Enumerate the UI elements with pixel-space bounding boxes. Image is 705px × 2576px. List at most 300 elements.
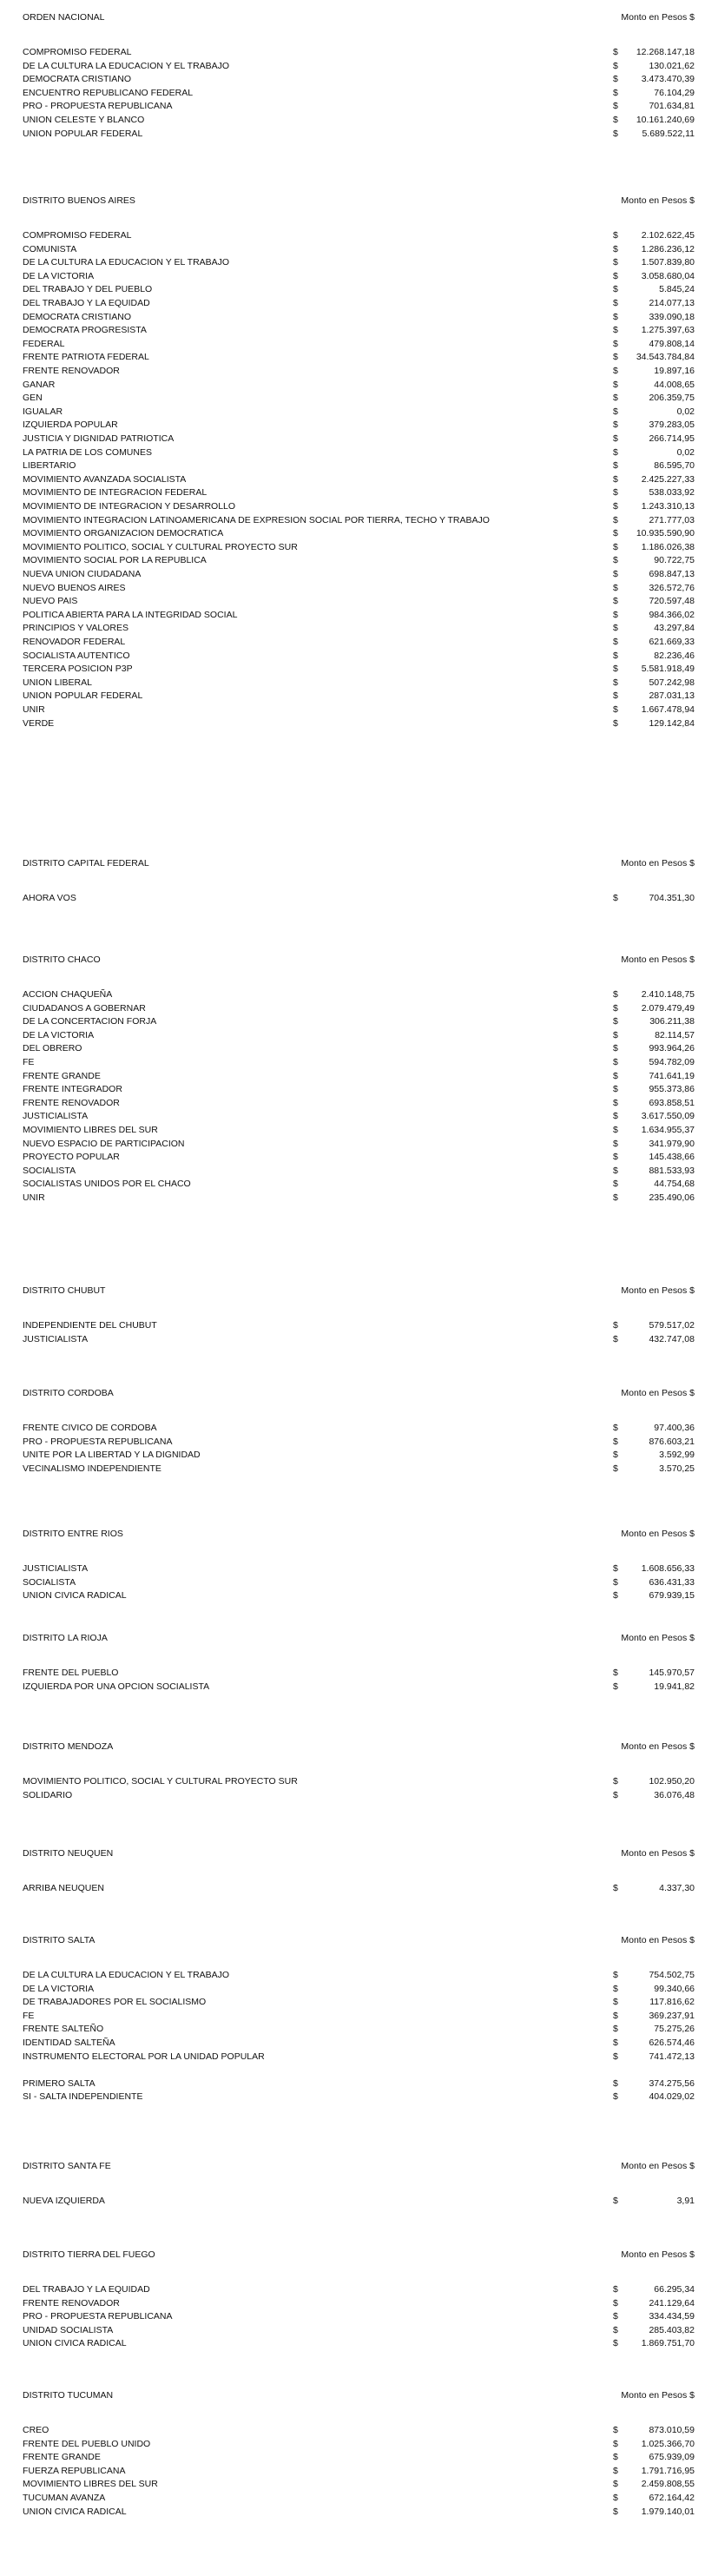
amount-value: 86.595,70 xyxy=(654,460,695,471)
party-name: DE LA CULTURA LA EDUCACION Y EL TRABAJO xyxy=(23,1970,230,1980)
party-name: SI - SALTA INDEPENDIENTE xyxy=(23,2091,143,2102)
table-row xyxy=(0,257,705,268)
party-name: UNION LIBERAL xyxy=(23,677,92,688)
amount-value: 507.242,98 xyxy=(649,677,695,688)
section-header xyxy=(0,1529,705,1541)
table-row xyxy=(0,677,705,689)
party-name: GEN xyxy=(23,393,43,403)
amount-value: 579.517,02 xyxy=(649,1320,695,1331)
currency-symbol: $ xyxy=(613,664,618,674)
currency-symbol: $ xyxy=(613,380,618,390)
amount-value: 672.164,42 xyxy=(649,2493,695,2503)
amount-value: 241.129,64 xyxy=(649,2298,695,2308)
section-header xyxy=(0,1741,705,1754)
party-name: UNION POPULAR FEDERAL xyxy=(23,129,143,139)
table-row xyxy=(0,1423,705,1434)
party-name: DE LA VICTORIA xyxy=(23,1984,95,1994)
table-row xyxy=(0,1563,705,1575)
currency-symbol: $ xyxy=(613,2325,618,2335)
table-row xyxy=(0,2325,705,2336)
currency-symbol: $ xyxy=(613,393,618,403)
table-row xyxy=(0,664,705,675)
table-row xyxy=(0,101,705,112)
table-row xyxy=(0,1016,705,1027)
currency-symbol: $ xyxy=(613,583,618,593)
party-name: FE xyxy=(23,2011,35,2021)
party-name: FRENTE RENOVADOR xyxy=(23,366,120,376)
currency-symbol: $ xyxy=(613,61,618,71)
table-row xyxy=(0,1883,705,1894)
amount-value: 432.747,08 xyxy=(649,1334,695,1344)
currency-symbol: $ xyxy=(613,1563,618,1574)
table-row xyxy=(0,244,705,255)
party-name: FUERZA REPUBLICANA xyxy=(23,2466,126,2476)
party-name: IZQUIERDA POPULAR xyxy=(23,419,118,430)
currency-symbol: $ xyxy=(613,244,618,254)
table-row xyxy=(0,2038,705,2049)
party-name: MOVIMIENTO LIBRES DEL SUR xyxy=(23,2479,158,2489)
party-name: DEMOCRATA CRISTIANO xyxy=(23,74,132,84)
party-name: COMPROMISO FEDERAL xyxy=(23,47,132,57)
currency-symbol: $ xyxy=(613,257,618,268)
amount-value: 3.617.550,09 xyxy=(641,1111,695,1121)
currency-symbol: $ xyxy=(613,2196,618,2206)
currency-symbol: $ xyxy=(613,528,618,538)
amount-value: 90.722,75 xyxy=(654,555,695,565)
amount-value: 1.608.656,33 xyxy=(641,1563,695,1574)
party-name: SOLIDARIO xyxy=(23,1790,73,1800)
party-name: MOVIMIENTO LIBRES DEL SUR xyxy=(23,1125,158,1135)
party-name: FRENTE DEL PUEBLO xyxy=(23,1668,119,1678)
amount-value: 0,02 xyxy=(676,406,695,417)
amount-value: 44.754,68 xyxy=(654,1179,695,1189)
currency-symbol: $ xyxy=(613,651,618,661)
amount-value: 10.935.590,90 xyxy=(636,528,695,538)
table-row xyxy=(0,1125,705,1136)
currency-symbol: $ xyxy=(613,2439,618,2449)
currency-symbol: $ xyxy=(613,2024,618,2034)
currency-symbol: $ xyxy=(613,1003,618,1014)
currency-symbol: $ xyxy=(613,1883,618,1893)
currency-symbol: $ xyxy=(613,1071,618,1081)
amount-value: 34.543.784,84 xyxy=(636,352,695,362)
section-header xyxy=(0,12,705,24)
table-row xyxy=(0,1084,705,1095)
amount-column-header: Monto en Pesos $ xyxy=(621,2161,695,2171)
amount-value: 693.858,51 xyxy=(649,1098,695,1108)
amount-column-header: Monto en Pesos $ xyxy=(621,195,695,206)
currency-symbol: $ xyxy=(613,2311,618,2322)
party-name: COMUNISTA xyxy=(23,244,77,254)
party-name: LA PATRIA DE LOS COMUNES xyxy=(23,447,152,458)
amount-value: 130.021,62 xyxy=(649,61,695,71)
section-header xyxy=(0,2390,705,2402)
currency-symbol: $ xyxy=(613,1668,618,1678)
amount-value: 1.025.366,70 xyxy=(641,2439,695,2449)
party-name: INDEPENDIENTE DEL CHUBUT xyxy=(23,1320,157,1331)
currency-symbol: $ xyxy=(613,1057,618,1067)
amount-value: 2.459.808,55 xyxy=(641,2479,695,2489)
amount-value: 339.090,18 xyxy=(649,312,695,322)
currency-symbol: $ xyxy=(613,1084,618,1094)
party-name: SOCIALISTAS UNIDOS POR EL CHACO xyxy=(23,1179,191,1189)
amount-value: 720.597,48 xyxy=(649,596,695,606)
table-row xyxy=(0,718,705,730)
table-row xyxy=(0,2466,705,2477)
table-row xyxy=(0,1179,705,1190)
party-name: FRENTE PATRIOTA FEDERAL xyxy=(23,352,149,362)
party-name: UNITE POR LA LIBERTAD Y LA DIGNIDAD xyxy=(23,1450,201,1460)
amount-value: 0,02 xyxy=(676,447,695,458)
party-name: FRENTE RENOVADOR xyxy=(23,2298,120,2308)
party-name: FRENTE CIVICO DE CORDOBA xyxy=(23,1423,157,1433)
amount-value: 4.337,30 xyxy=(659,1883,695,1893)
currency-symbol: $ xyxy=(613,1166,618,1176)
table-row xyxy=(0,1139,705,1150)
currency-symbol: $ xyxy=(613,1970,618,1980)
party-name: DEL TRABAJO Y DEL PUEBLO xyxy=(23,284,153,294)
party-name: DEMOCRATA CRISTIANO xyxy=(23,312,132,322)
table-row xyxy=(0,2298,705,2309)
currency-symbol: $ xyxy=(613,325,618,335)
table-row xyxy=(0,2284,705,2295)
amount-value: 379.283,05 xyxy=(649,419,695,430)
amount-value: 538.033,92 xyxy=(649,487,695,498)
table-row xyxy=(0,1152,705,1163)
party-name: FRENTE GRANDE xyxy=(23,1071,101,1081)
currency-symbol: $ xyxy=(613,271,618,281)
party-name: GANAR xyxy=(23,380,56,390)
currency-symbol: $ xyxy=(613,1139,618,1149)
currency-symbol: $ xyxy=(613,555,618,565)
amount-value: 36.076,48 xyxy=(654,1790,695,1800)
table-row xyxy=(0,583,705,594)
table-row xyxy=(0,61,705,72)
currency-symbol: $ xyxy=(613,115,618,125)
party-name: MOVIMIENTO DE INTEGRACION FEDERAL xyxy=(23,487,208,498)
currency-symbol: $ xyxy=(613,1192,618,1203)
amount-value: 2.079.479,49 xyxy=(641,1003,695,1014)
party-name: DEMOCRATA PROGRESISTA xyxy=(23,325,147,335)
party-name: MOVIMIENTO DE INTEGRACION Y DESARROLLO xyxy=(23,501,236,512)
table-row xyxy=(0,1997,705,2008)
party-name: JUSTICIALISTA xyxy=(23,1563,89,1574)
currency-symbol: $ xyxy=(613,542,618,552)
currency-symbol: $ xyxy=(613,2507,618,2517)
table-row xyxy=(0,1790,705,1801)
currency-symbol: $ xyxy=(613,230,618,241)
section-title: ORDEN NACIONAL xyxy=(23,12,105,23)
currency-symbol: $ xyxy=(613,1984,618,1994)
currency-symbol: $ xyxy=(613,366,618,376)
table-row xyxy=(0,230,705,241)
table-row xyxy=(0,2051,705,2063)
currency-symbol: $ xyxy=(613,2298,618,2308)
amount-value: 2.410.148,75 xyxy=(641,989,695,1000)
party-name: IDENTIDAD SALTEÑA xyxy=(23,2038,115,2048)
table-row xyxy=(0,501,705,512)
amount-value: 679.939,15 xyxy=(649,1590,695,1601)
table-row xyxy=(0,528,705,539)
amount-column-header: Monto en Pesos $ xyxy=(621,1529,695,1539)
amount-column-header: Monto en Pesos $ xyxy=(621,954,695,965)
amount-value: 271.777,03 xyxy=(649,515,695,525)
party-name: CIUDADANOS A GOBERNAR xyxy=(23,1003,146,1014)
party-name: UNIR xyxy=(23,1192,45,1203)
amount-value: 75.275,26 xyxy=(654,2024,695,2034)
currency-symbol: $ xyxy=(613,515,618,525)
table-row xyxy=(0,1450,705,1461)
amount-value: 44.008,65 xyxy=(654,380,695,390)
amount-value: 2.102.622,45 xyxy=(641,230,695,241)
party-name: VECINALISMO INDEPENDIENTE xyxy=(23,1463,161,1474)
amount-column-header: Monto en Pesos $ xyxy=(621,1388,695,1398)
table-row xyxy=(0,2338,705,2349)
table-row xyxy=(0,1098,705,1109)
table-row xyxy=(0,2425,705,2436)
currency-symbol: $ xyxy=(613,718,618,729)
amount-value: 326.572,76 xyxy=(649,583,695,593)
amount-value: 369.237,91 xyxy=(649,2011,695,2021)
table-row xyxy=(0,637,705,648)
party-name: FEDERAL xyxy=(23,339,65,349)
table-row xyxy=(0,298,705,309)
section-title: DISTRITO LA RIOJA xyxy=(23,1633,108,1643)
section-header xyxy=(0,1285,705,1298)
amount-value: 3.058.680,04 xyxy=(641,271,695,281)
amount-value: 266.714,95 xyxy=(649,433,695,444)
currency-symbol: $ xyxy=(613,1043,618,1054)
amount-value: 876.603,21 xyxy=(649,1437,695,1447)
table-row xyxy=(0,704,705,716)
amount-value: 3,91 xyxy=(676,2196,695,2206)
currency-symbol: $ xyxy=(613,989,618,1000)
party-name: SOCIALISTA AUTENTICO xyxy=(23,651,130,661)
party-name: SOCIALISTA xyxy=(23,1577,76,1588)
table-row xyxy=(0,339,705,350)
currency-symbol: $ xyxy=(613,47,618,57)
amount-value: 1.507.839,80 xyxy=(641,257,695,268)
amount-value: 43.297,84 xyxy=(654,623,695,633)
currency-symbol: $ xyxy=(613,1997,618,2007)
table-row xyxy=(0,1668,705,1679)
party-name: VERDE xyxy=(23,718,55,729)
table-row xyxy=(0,419,705,431)
amount-column-header: Monto en Pesos $ xyxy=(621,858,695,869)
party-name: TUCUMAN AVANZA xyxy=(23,2493,106,2503)
party-name: NUEVA IZQUIERDA xyxy=(23,2196,105,2206)
currency-symbol: $ xyxy=(613,1320,618,1331)
party-name: PRO - PROPUESTA REPUBLICANA xyxy=(23,1437,173,1447)
amount-value: 82.114,57 xyxy=(655,1030,695,1040)
amount-value: 698.847,13 xyxy=(649,569,695,579)
amount-value: 206.359,75 xyxy=(649,393,695,403)
party-name: DEL OBRERO xyxy=(23,1043,82,1054)
currency-symbol: $ xyxy=(613,339,618,349)
currency-symbol: $ xyxy=(613,596,618,606)
currency-symbol: $ xyxy=(613,1790,618,1800)
table-row xyxy=(0,312,705,323)
party-name: MOVIMIENTO POLITICO, SOCIAL Y CULTURAL PROYECTO SUR xyxy=(23,1776,298,1787)
amount-value: 741.472,13 xyxy=(649,2051,695,2062)
section-header xyxy=(0,2249,705,2262)
section-title: DISTRITO TIERRA DEL FUEGO xyxy=(23,2249,155,2260)
table-row xyxy=(0,690,705,702)
currency-symbol: $ xyxy=(613,1463,618,1474)
party-name: PRIMERO SALTA xyxy=(23,2078,96,2089)
party-name: UNION CIVICA RADICAL xyxy=(23,2507,127,2517)
currency-symbol: $ xyxy=(613,623,618,633)
amount-value: 235.490,06 xyxy=(649,1192,695,1203)
currency-symbol: $ xyxy=(613,2466,618,2476)
amount-column-header: Monto en Pesos $ xyxy=(621,2249,695,2260)
amount-value: 76.104,29 xyxy=(654,88,695,98)
party-name: IZQUIERDA POR UNA OPCION SOCIALISTA xyxy=(23,1681,210,1692)
amount-value: 479.808,14 xyxy=(649,339,695,349)
currency-symbol: $ xyxy=(613,569,618,579)
party-name: ACCION CHAQUEÑA xyxy=(23,989,113,1000)
table-row xyxy=(0,1320,705,1331)
currency-symbol: $ xyxy=(613,474,618,485)
amount-value: 99.340,66 xyxy=(654,1984,695,1994)
currency-symbol: $ xyxy=(613,1681,618,1692)
table-row xyxy=(0,2507,705,2518)
party-name: DE LA VICTORIA xyxy=(23,271,95,281)
party-name: DE LA CULTURA LA EDUCACION Y EL TRABAJO xyxy=(23,61,230,71)
party-name: PRINCIPIOS Y VALORES xyxy=(23,623,128,633)
currency-symbol: $ xyxy=(613,352,618,362)
section-header xyxy=(0,1848,705,1860)
currency-symbol: $ xyxy=(613,2338,618,2348)
table-row xyxy=(0,2078,705,2090)
table-row xyxy=(0,433,705,445)
currency-symbol: $ xyxy=(613,2038,618,2048)
party-name: JUSTICIALISTA xyxy=(23,1111,89,1121)
amount-value: 3.592,99 xyxy=(659,1450,695,1460)
table-row xyxy=(0,569,705,580)
table-row xyxy=(0,651,705,662)
currency-symbol: $ xyxy=(613,893,618,903)
table-row xyxy=(0,2311,705,2322)
party-name: SOCIALISTA xyxy=(23,1166,76,1176)
currency-symbol: $ xyxy=(613,2051,618,2062)
currency-symbol: $ xyxy=(613,1030,618,1040)
table-row xyxy=(0,1776,705,1787)
table-row xyxy=(0,1166,705,1177)
party-name: FRENTE DEL PUEBLO UNIDO xyxy=(23,2439,151,2449)
currency-symbol: $ xyxy=(613,1437,618,1447)
table-row xyxy=(0,271,705,282)
section-header xyxy=(0,1388,705,1400)
amount-value: 3.570,25 xyxy=(659,1463,695,1474)
amount-value: 704.351,30 xyxy=(649,893,695,903)
party-name: UNIR xyxy=(23,704,45,715)
table-row xyxy=(0,2493,705,2504)
amount-value: 1.286.236,12 xyxy=(641,244,695,254)
table-row xyxy=(0,515,705,526)
table-row xyxy=(0,1590,705,1602)
party-name: MOVIMIENTO SOCIAL POR LA REPUBLICA xyxy=(23,555,207,565)
currency-symbol: $ xyxy=(613,2493,618,2503)
party-name: MOVIMIENTO ORGANIZACION DEMOCRATICA xyxy=(23,528,224,538)
amount-value: 881.533,93 xyxy=(649,1166,695,1176)
party-name: UNION POPULAR FEDERAL xyxy=(23,690,143,701)
table-row xyxy=(0,1681,705,1693)
amount-value: 129.142,84 xyxy=(649,718,695,729)
party-name: NUEVO ESPACIO DE PARTICIPACION xyxy=(23,1139,185,1149)
table-row xyxy=(0,1984,705,1995)
amount-value: 594.782,09 xyxy=(649,1057,695,1067)
table-row xyxy=(0,596,705,607)
currency-symbol: $ xyxy=(613,298,618,308)
section-title: DISTRITO NEUQUEN xyxy=(23,1848,114,1859)
table-row xyxy=(0,88,705,99)
currency-symbol: $ xyxy=(613,1334,618,1344)
currency-symbol: $ xyxy=(613,433,618,444)
party-name: JUSTICIALISTA xyxy=(23,1334,89,1344)
amount-value: 341.979,90 xyxy=(649,1139,695,1149)
table-row xyxy=(0,610,705,621)
amount-value: 82.236,46 xyxy=(654,651,695,661)
amount-value: 993.964,26 xyxy=(649,1043,695,1054)
amount-value: 675.939,09 xyxy=(649,2452,695,2462)
currency-symbol: $ xyxy=(613,101,618,111)
amount-value: 285.403,82 xyxy=(649,2325,695,2335)
currency-symbol: $ xyxy=(613,1423,618,1433)
amount-value: 636.431,33 xyxy=(649,1577,695,1588)
party-name: FRENTE GRANDE xyxy=(23,2452,101,2462)
table-row xyxy=(0,1463,705,1475)
table-row xyxy=(0,1003,705,1014)
section-title: DISTRITO CORDOBA xyxy=(23,1388,114,1398)
table-row xyxy=(0,129,705,140)
section-header xyxy=(0,2161,705,2173)
table-row xyxy=(0,284,705,295)
currency-symbol: $ xyxy=(613,419,618,430)
amount-value: 5.689.522,11 xyxy=(642,129,695,139)
party-name: DE LA CONCERTACION FORJA xyxy=(23,1016,157,1027)
amount-column-header: Monto en Pesos $ xyxy=(621,1633,695,1643)
amount-value: 873.010,59 xyxy=(649,2425,695,2435)
table-row xyxy=(0,2196,705,2207)
section-header xyxy=(0,858,705,870)
table-row xyxy=(0,1043,705,1054)
amount-value: 117.816,62 xyxy=(649,1997,695,2007)
amount-column-header: Monto en Pesos $ xyxy=(621,1741,695,1752)
section-title: DISTRITO MENDOZA xyxy=(23,1741,114,1752)
amount-value: 287.031,13 xyxy=(649,690,695,701)
currency-symbol: $ xyxy=(613,704,618,715)
table-row xyxy=(0,1192,705,1204)
currency-symbol: $ xyxy=(613,637,618,647)
amount-value: 754.502,75 xyxy=(649,1970,695,1980)
amount-value: 621.669,33 xyxy=(649,637,695,647)
table-row xyxy=(0,623,705,634)
party-name: FE xyxy=(23,1057,35,1067)
section-title: DISTRITO CHUBUT xyxy=(23,1285,106,1296)
party-name: UNION CIVICA RADICAL xyxy=(23,2338,127,2348)
party-name: CREO xyxy=(23,2425,49,2435)
currency-symbol: $ xyxy=(613,1776,618,1787)
currency-symbol: $ xyxy=(613,1098,618,1108)
currency-symbol: $ xyxy=(613,2425,618,2435)
amount-column-header: Monto en Pesos $ xyxy=(621,2390,695,2401)
table-row xyxy=(0,542,705,553)
amount-value: 2.425.227,33 xyxy=(641,474,695,485)
currency-symbol: $ xyxy=(613,2011,618,2021)
amount-value: 955.373,86 xyxy=(649,1084,695,1094)
currency-symbol: $ xyxy=(613,690,618,701)
